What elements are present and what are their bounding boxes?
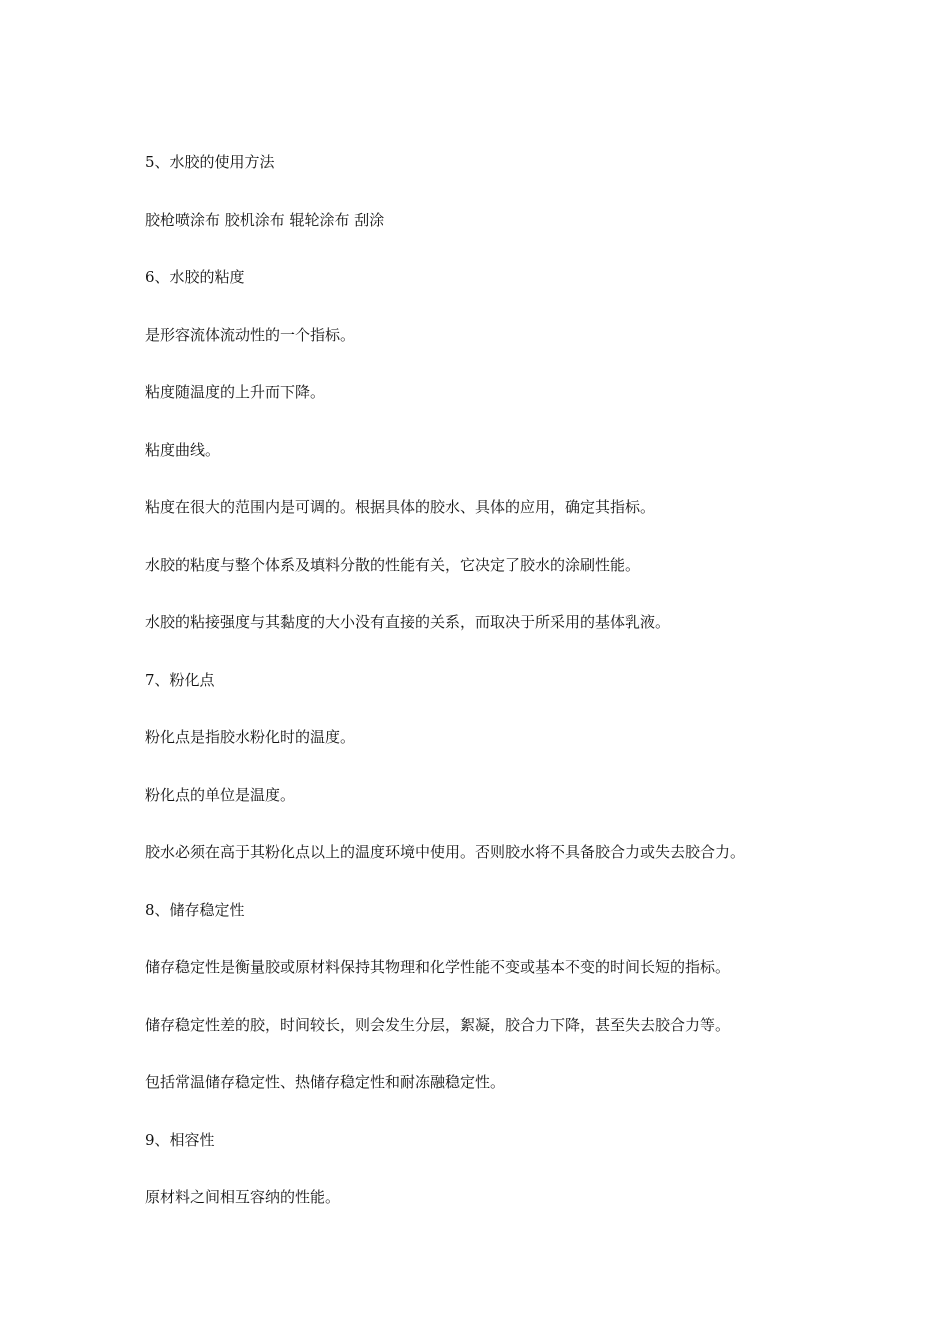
paragraph: 粉化点的单位是温度。 bbox=[145, 785, 296, 804]
paragraph: 粘度曲线。 bbox=[145, 440, 221, 459]
paragraph: 水胶的粘度与整个体系及填料分散的性能有关，它决定了胶水的涂刷性能。 bbox=[145, 555, 641, 574]
paragraph: 粘度在很大的范围内是可调的。根据具体的胶水、具体的应用，确定其指标。 bbox=[145, 498, 656, 516]
paragraph: 原材料之间相互容纳的性能。 bbox=[145, 1188, 341, 1206]
paragraph: 胶枪喷涂布 胶机涂布 辊轮涂布 刮涂 bbox=[145, 210, 385, 229]
section-heading: 8、储存稳定性 bbox=[145, 900, 245, 919]
document-page bbox=[145, 151, 905, 1244]
section-heading: 7、粉化点 bbox=[145, 670, 215, 689]
paragraph: 包括常温储存稳定性、热储存稳定性和耐冻融稳定性。 bbox=[145, 1073, 506, 1091]
paragraph: 胶水必须在高于其粉化点以上的温度环境中使用。否则胶水将不具备胶合力或失去胶合力。 bbox=[145, 843, 746, 861]
paragraph: 水胶的粘接强度与其黏度的大小没有直接的关系，而取决于所采用的基体乳液。 bbox=[145, 613, 671, 631]
paragraph: 储存稳定性差的胶，时间较长，则会发生分层，絮凝，胶合力下降，甚至失去胶合力等。 bbox=[145, 1015, 731, 1034]
paragraph: 粘度随温度的上升而下降。 bbox=[145, 383, 326, 401]
section-heading: 9、相容性 bbox=[145, 1130, 215, 1149]
paragraph: 粉化点是指胶水粉化时的温度。 bbox=[145, 728, 356, 746]
paragraph: 是形容流体流动性的一个指标。 bbox=[145, 325, 356, 344]
paragraph: 储存稳定性是衡量胶或原材料保持其物理和化学性能不变或基本不变的时间长短的指标。 bbox=[145, 958, 731, 976]
section-heading: 6、水胶的粘度 bbox=[145, 268, 245, 286]
section-heading: 5、水胶的使用方法 bbox=[145, 153, 275, 171]
